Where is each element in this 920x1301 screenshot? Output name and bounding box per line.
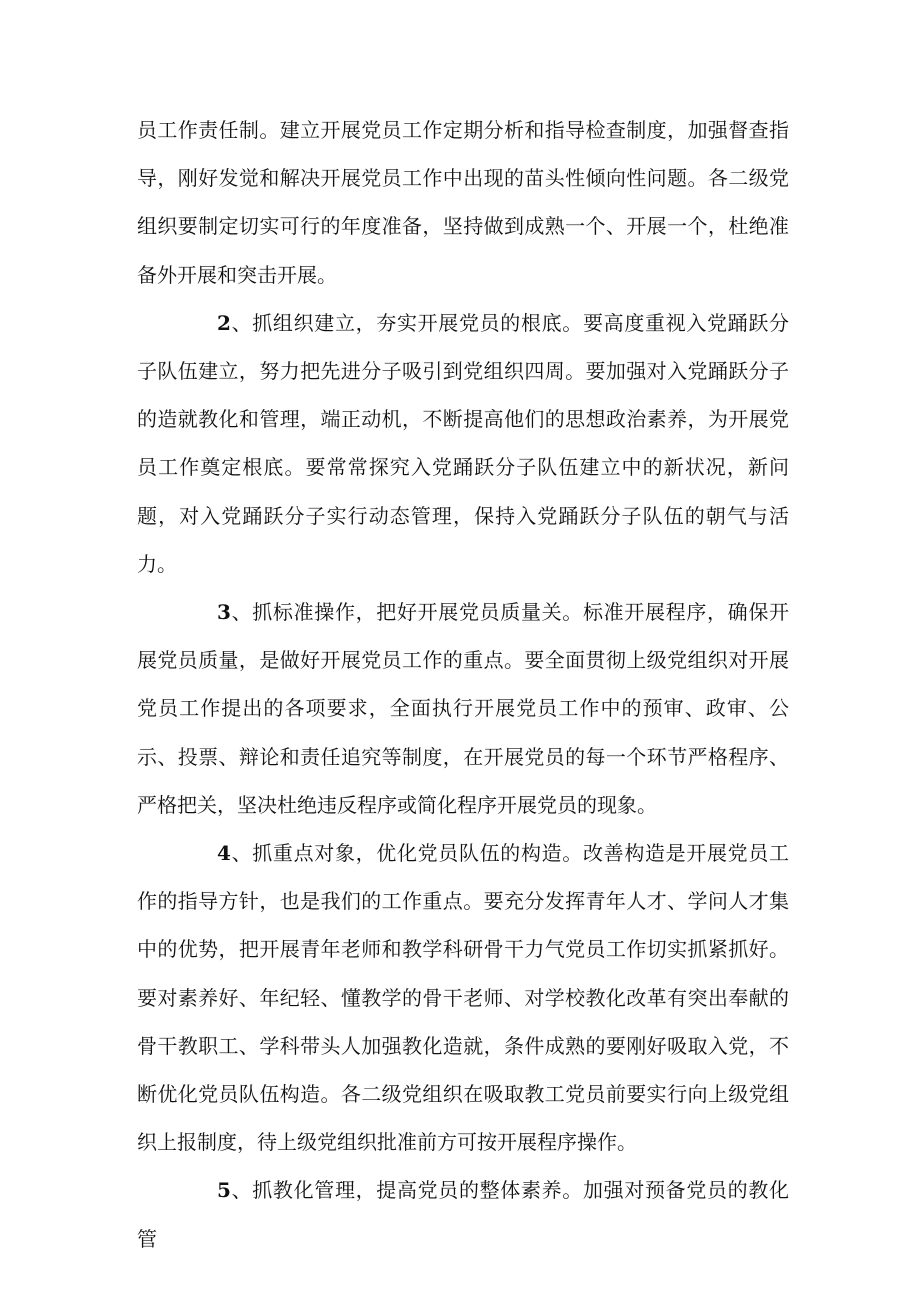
paragraph-text: 、抓标准操作，把好开展党员质量关。标准开展程序，确保开展党员质量，是做好开展党员工作的重点。要全面贯彻上级党组织对开展党员工作提出的各项要求，全面执行开展党员工作中的预审、政审、公示、投票、辩论和责任追究等制度，在开展党员的每一个环节严格程序、严格把关，坚决杜绝违反程序或简化程序开展党员的现象。: [137, 600, 789, 817]
paragraph-number: 3: [217, 600, 231, 625]
paragraph-text: 、抓重点对象，优化党员队伍的构造。改善构造是开展党员工作的指导方针，也是我们的工作重点。要充分发挥青年人才、学问人才集中的优势，把开展青年老师和教学科研骨干力气党员工作切实抓紧抓好。要对素养好、年纪轻、懂教学的骨干老师、对学校教化改革有突出奉献的骨干教职工、学科带头人加强教化造就，条件成熟的要刚好吸取入党，不断优化党员队伍构造。各二级党组织在吸取教工党员前要实行向上级党组织上报制度，待上级党组织批准前方可按开展程序操作。: [137, 841, 789, 1155]
paragraph-4: [137, 829, 789, 1166]
paragraph-number: 4: [217, 841, 231, 866]
paragraph-text: 员工作责任制。建立开展党员工作定期分析和指导检查制度，加强督查指导，刚好发觉和解决开展党员工作中出现的苗头性倾向性问题。各二级党组织要制定切实可行的年度准备，坚持做到成熟一个、开展一个，杜绝准备外开展和突击开展。: [137, 118, 789, 287]
paragraph-5: [137, 1166, 789, 1262]
paragraph-3: [137, 588, 789, 829]
paragraph-2: [137, 299, 789, 588]
paragraph-continued: [137, 106, 789, 299]
paragraph-text: 、抓教化管理，提高党员的整体素养。加强对预备党员的教化管: [137, 1178, 789, 1251]
paragraph-text: 、抓组织建立，夯实开展党员的根底。要高度重视入党踊跃分子队伍建立，努力把先进分子吸引到党组织四周。要加强对入党踊跃分子的造就教化和管理，端正动机，不断提高他们的思想政治素养，为开展党员工作奠定根底。要常常探究入党踊跃分子队伍建立中的新状况，新问题，对入党踊跃分子实行动态管理，保持入党踊跃分子队伍的朝气与活力。: [137, 310, 789, 576]
document-body: [137, 106, 789, 1263]
paragraph-number: 2: [217, 310, 231, 335]
paragraph-number: 5: [217, 1178, 231, 1203]
